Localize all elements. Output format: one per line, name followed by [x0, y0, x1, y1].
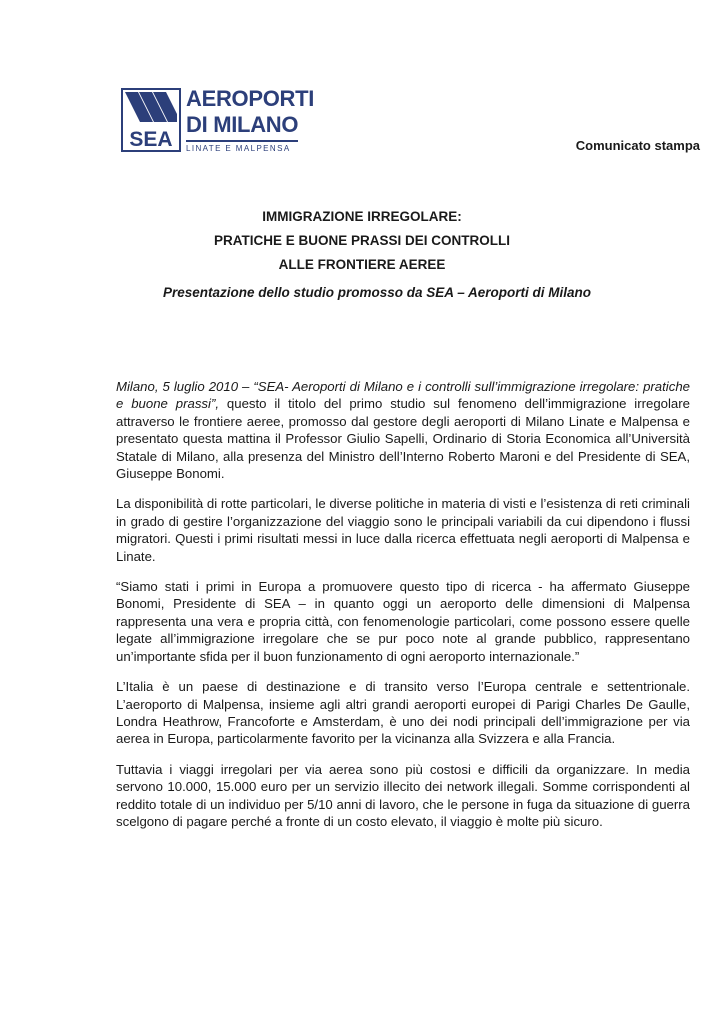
logo-line-di-milano: DI MILANO [186, 112, 299, 137]
document-body [116, 378, 690, 830]
title-line-2: PRATICHE E BUONE PRASSI DEI CONTROLLI [213, 233, 511, 248]
press-release-label: Comunicato stampa [575, 138, 700, 153]
paragraph-5: Tuttavia i viaggi irregolari per via aerea sono più costosi e difficili da organizzare. In media servono 10.000, 15.000 euro per un servizio illecito dei network illegali. Somme corrispondenti al reddito totale di un individuo per 5/10 anni di lavoro, che le persone in fuga da situazione di guerra scelgono di pagare perché a fronte di un costo elevato, il viaggio è molte più sicuro. [116, 761, 690, 829]
paragraph-1-text: questo il titolo del primo studio sul fenomeno dell’immigrazione irregolare attraverso le frontiere aeree, promosso dal gestore degli aeroporti di Milano Linate e Malpensa e presentato questa mattina il Professor Giulio Sapelli, Ordinario di Storia Economica all’Università Statale di Milano, alla presenza del Ministro dell’Interno Roberto Maroni e del Presidente di SEA, Giuseppe Bonomi. [116, 396, 690, 482]
logo-divider [186, 140, 298, 142]
sea-logo-mark-icon [121, 88, 181, 152]
paragraph-2: La disponibilità di rotte particolari, le diverse politiche in materia di visti e l’esistenza di reti criminali in grado di gestire l’organizzazione del viaggio sono le principali variabili da cui dipendono i flussi migratori. Questi i primi risultati messi in luce dalla ricerca effettuata negli aeroporti di Malpensa e Linate. [116, 496, 690, 564]
title-line-1: IMMIGRAZIONE IRREGOLARE: [262, 209, 462, 224]
paragraph-1-lead: Milano, 5 luglio 2010 – “SEA- Aeroporti di Milano e i controlli sull’immigrazione irregolare: pratiche e buone prassi”, [116, 379, 690, 412]
document-subtitle: Presentazione dello studio promosso da SEA – Aeroporti di Milano [162, 285, 592, 300]
paragraph-4: L’Italia è un paese di destinazione e di transito verso l’Europa centrale e settentrionale. L’aeroporto di Malpensa, insieme agli altri grandi aeroporti europei di Parigi Charles De Gaulle, Londra Heathrow, Francoforte e Amsterdam, è uno dei nodi principali dell’immigrazione per via aerea in Europa, particolarmente favorito per la vicinanza alla Svizzera e alla Francia. [116, 679, 690, 747]
paragraph-3: “Siamo stati i primi in Europa a promuovere questo tipo di ricerca - ha affermato Giuseppe Bonomi, Presidente di SEA – in quanto oggi un aeroporto delle dimensioni di Malpensa rappresenta una vera e propria città, con fenomenologie particolari, come possono essere quelle legate all’immigrazione irregolare che se pur poco note al grande pubblico, rappresentano un’importante sfida per il buon funzionamento di ogni aeroporto internazionale.” [116, 579, 690, 664]
document-title-block [0, 205, 724, 305]
logo-line-airports: LINATE E MALPENSA [186, 144, 291, 153]
paragraph-1 [116, 378, 690, 482]
logo-line-aeroporti: AEROPORTI [186, 86, 315, 111]
logo-mark-text: SEA [129, 128, 173, 151]
logo-text [186, 88, 314, 153]
title-line-3: ALLE FRONTIERE AEREE [278, 257, 446, 272]
company-logo [121, 88, 314, 153]
